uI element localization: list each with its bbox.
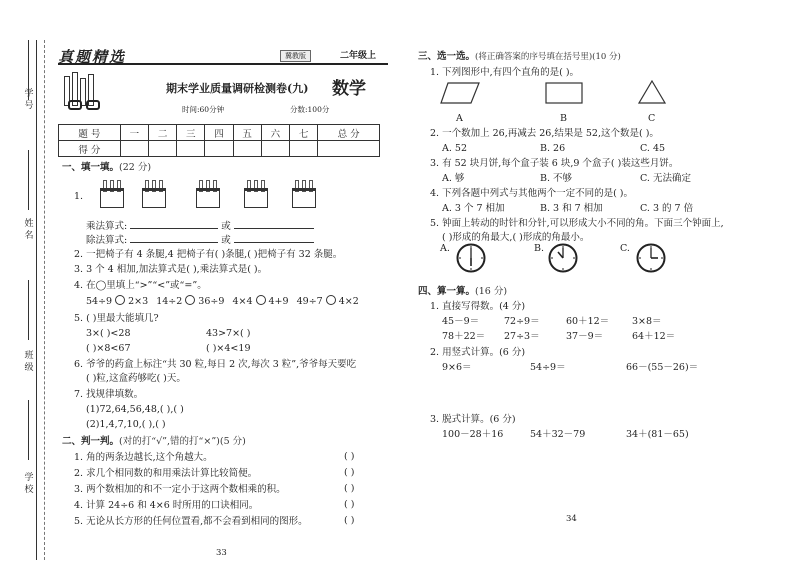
q5-d[interactable]: ( )×4<19 (206, 343, 251, 354)
name-line[interactable] (28, 150, 29, 210)
judge-item-3: 3. 两个数相加的和不一定小于这两个数相乘的积。 (74, 484, 286, 495)
parallelogram-shape (440, 82, 480, 104)
judge-item-4: 4. 计算 24÷6 和 4×6 时所用的口诀相同。 (74, 500, 259, 511)
score-cell[interactable] (261, 141, 289, 157)
option-a[interactable]: A. 3 个 7 相加 (442, 203, 505, 214)
q1-number: 1. (74, 191, 84, 202)
q1-division-line: 除法算式: 或 (86, 234, 314, 247)
header-rule (58, 63, 388, 65)
table-cell: 二 (148, 125, 176, 141)
table-cell: 六 (261, 125, 289, 141)
calc-q2: 2. 用竖式计算。(6 分) (430, 347, 526, 358)
score-cell[interactable] (205, 141, 233, 157)
option-a[interactable]: A. 够 (442, 173, 465, 184)
q4-compare-row: 54÷9 2×3 14÷2 36÷9 4×4 4+9 49÷7 4×2 (86, 296, 359, 307)
score-table-score-row (59, 141, 380, 157)
section2-title: 二、判一判。(对的打“√”,错的打“×”)(5 分) (62, 436, 246, 447)
pencil-cup-icon (292, 180, 316, 208)
table-cell: 四 (205, 125, 233, 141)
choice-q2: 2. 一个数加上 26,再减去 26,结果是 52,这个数是( )。 (430, 128, 659, 139)
exam-title: 期末学业质量调研检测卷(九) (166, 82, 309, 95)
brand-title: 真题精选 (58, 48, 127, 66)
table-cell: 题 号 (59, 125, 121, 141)
table-cell: 总 分 (318, 125, 380, 141)
class-label: 班级 (24, 351, 34, 373)
q2: 2. 一把椅子有 4 条腿,4 把椅子有( )条腿,( )把椅子有 32 条腿。 (74, 249, 343, 260)
q5-b[interactable]: 43>7×( ) (206, 328, 251, 339)
choice-q5-line2[interactable]: ( )形成的角最大,( )形成的角最小。 (442, 232, 590, 243)
calc-q3: 3. 脱式计算。(6 分) (430, 414, 516, 425)
q7-a[interactable]: (1)72,64,56,48,( ),( ) (86, 404, 184, 415)
q3: 3. 3 个 4 相加,加法算式是( ),乘法算式是( )。 (74, 264, 268, 275)
name-label: 姓名 (24, 219, 34, 241)
option-c[interactable]: C. (620, 243, 630, 254)
answer-blank[interactable] (130, 242, 218, 243)
pencil-cup-icon (100, 180, 124, 208)
section3-title: 三、选一选。(将正确答案的序号填在括号里)(10 分) (418, 51, 621, 62)
mental-calc-item[interactable]: 64＋12＝ (632, 331, 676, 342)
step-calc-item[interactable]: 54＋32－79 (530, 429, 586, 440)
judge-answer-4[interactable]: ( ) (344, 499, 355, 510)
score-table (58, 124, 380, 157)
q7: 7. 找规律填数。 (74, 389, 144, 400)
table-cell: 七 (289, 125, 317, 141)
pencil-cup-icon (244, 180, 268, 208)
compare-circle[interactable] (115, 295, 125, 305)
judge-item-2: 2. 求几个相同数的和用乘法计算比较简便。 (74, 468, 258, 479)
judge-answer-2[interactable]: ( ) (344, 467, 355, 478)
option-a[interactable]: A (456, 113, 463, 124)
clock-a-icon (456, 243, 486, 273)
score-cell[interactable] (318, 141, 380, 157)
judge-answer-3[interactable]: ( ) (344, 483, 355, 494)
binding-strip (0, 0, 50, 583)
mental-calc-item[interactable]: 3×8＝ (632, 316, 662, 327)
mental-calc-item[interactable]: 27÷3＝ (504, 331, 540, 342)
time-limit: 时间:60分钟 (182, 105, 225, 114)
vertical-calc-item[interactable]: 9×6＝ (442, 362, 472, 373)
table-cell: 一 (120, 125, 148, 141)
option-c[interactable]: C. 3 的 7 倍 (640, 203, 694, 214)
mental-calc-item[interactable]: 37－9＝ (566, 331, 604, 342)
table-cell: 三 (177, 125, 205, 141)
vertical-calc-item[interactable]: 54÷9＝ (530, 362, 566, 373)
grade-label: 二年级上 (340, 51, 377, 61)
score-cell[interactable] (148, 141, 176, 157)
judge-item-5: 5. 无论从长方形的任何位置看,都不会看到相同的图形。 (74, 516, 308, 527)
q5-a[interactable]: 3×( )<28 (86, 328, 131, 339)
page-number-right: 34 (566, 514, 577, 524)
total-score: 分数:100分 (290, 105, 330, 114)
choice-q5-line1: 5. 钟面上转动的时针和分针,可以形成大小不同的角。下面三个钟面上, (430, 218, 724, 229)
judge-answer-5[interactable]: ( ) (344, 515, 355, 526)
compare-circle[interactable] (185, 295, 195, 305)
option-b[interactable]: B. 26 (540, 143, 566, 154)
school-label: 学校 (24, 473, 34, 495)
option-c[interactable]: C (648, 113, 656, 124)
q7-b[interactable]: (2)1,4,7,10,( ),( ) (86, 419, 166, 430)
option-c[interactable]: C. 无法确定 (640, 173, 691, 184)
option-a[interactable]: A. (440, 243, 450, 254)
compare-circle[interactable] (256, 295, 266, 305)
section1-title: 一、填一填。(22 分) (62, 162, 152, 173)
mental-calc-item[interactable]: 78＋22＝ (442, 331, 486, 342)
calc-q1: 1. 直接写得数。(4 分) (430, 301, 526, 312)
answer-blank[interactable] (130, 228, 218, 229)
answer-blank[interactable] (234, 228, 314, 229)
section4-title: 四、算一算。(16 分) (418, 286, 508, 297)
compare-circle[interactable] (326, 295, 336, 305)
school-line[interactable] (28, 400, 29, 460)
q5-c[interactable]: ( )×8<67 (86, 343, 131, 354)
judge-answer-1[interactable]: ( ) (344, 451, 355, 462)
edition-badge: 冀教版 (280, 50, 311, 62)
option-a[interactable]: A. 52 (442, 143, 467, 154)
step-calc-item[interactable]: 34＋(81－65) (626, 429, 689, 440)
answer-blank[interactable] (234, 242, 314, 243)
option-b[interactable]: B. 不够 (540, 173, 573, 184)
score-cell[interactable] (120, 141, 148, 157)
vertical-calc-item[interactable]: 66－(55－26)＝ (626, 362, 699, 373)
class-line[interactable] (28, 280, 29, 340)
student-id-label: 学号 (24, 89, 34, 111)
table-cell: 得 分 (59, 141, 121, 157)
score-table-header-row (59, 125, 380, 141)
pencil-cup-icon (196, 180, 220, 208)
rectangle-shape (545, 82, 583, 104)
choice-q3: 3. 有 52 块月饼,每个盒子装 6 块,9 个盒子( )装这些月饼。 (430, 158, 679, 169)
cut-line (44, 40, 45, 560)
page-number-left: 33 (216, 548, 227, 558)
q6-line1: 6. 爷爷的药盒上标注“共 30 粒,每日 2 次,每次 3 粒”,爷爷每天要吃 (74, 359, 357, 370)
option-b[interactable]: B (560, 113, 567, 124)
judge-item-1: 1. 角的两条边越长,这个角越大。 (74, 452, 213, 463)
subject-title: 数学 (332, 79, 366, 99)
glasses-icon (66, 100, 102, 112)
clock-b-icon (548, 243, 578, 273)
q6-line2[interactable]: ( )粒,这盒药够吃( )天。 (86, 373, 186, 384)
student-id-line[interactable] (28, 40, 29, 100)
mental-calc-item[interactable]: 72÷9＝ (504, 316, 540, 327)
left-page-header (58, 46, 388, 126)
step-calc-item[interactable]: 100－28＋16 (442, 429, 504, 440)
choice-q4: 4. 下列各题中列式与其他两个一定不同的是( )。 (430, 188, 634, 199)
q4: 4. 在◯里填上“>”“<”或“=”。 (74, 280, 207, 291)
clock-c-icon (636, 243, 666, 273)
mental-calc-item[interactable]: 45－9＝ (442, 316, 480, 327)
triangle-shape (638, 80, 666, 104)
mental-calc-item[interactable]: 60＋12＝ (566, 316, 610, 327)
table-cell: 五 (233, 125, 261, 141)
option-b[interactable]: B. 3 和 7 相加 (540, 203, 603, 214)
score-cell[interactable] (289, 141, 317, 157)
option-c[interactable]: C. 45 (640, 143, 666, 154)
option-b[interactable]: B. (534, 243, 545, 254)
q5: 5. ( )里最大能填几? (74, 313, 159, 324)
score-cell[interactable] (233, 141, 261, 157)
pencil-cup-icon (142, 180, 166, 208)
choice-q1: 1. 下列图形中,有四个直角的是( )。 (430, 67, 580, 78)
binding-line (36, 40, 37, 560)
score-cell[interactable] (177, 141, 205, 157)
q1-multiplication-line: 乘法算式: 或 (86, 220, 314, 233)
